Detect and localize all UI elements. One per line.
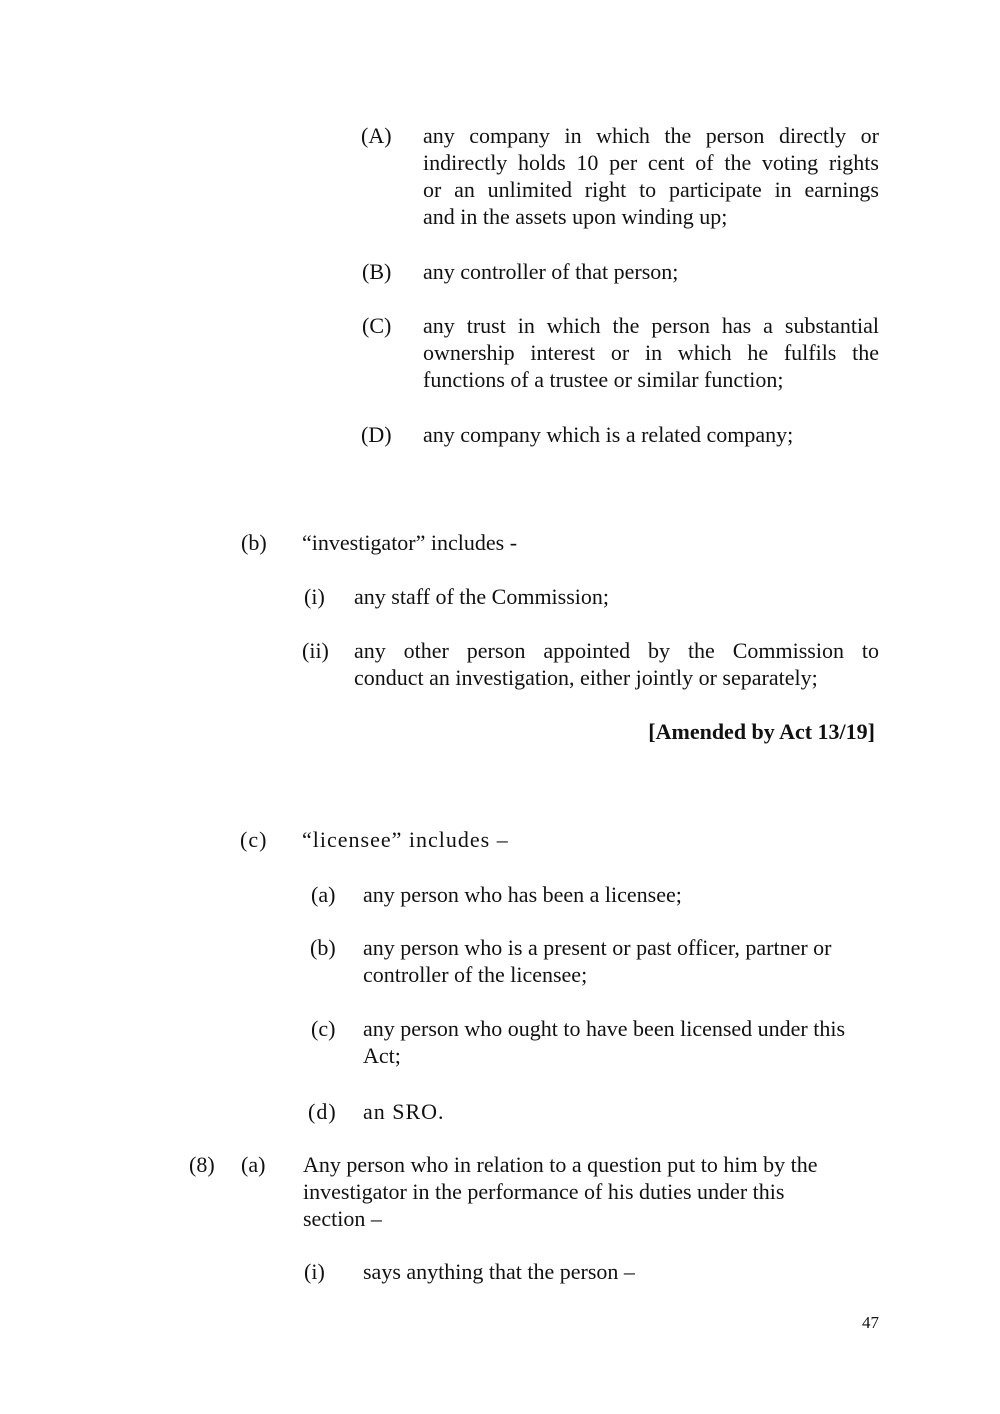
text-line: Any person who in relation to a question put to him by the	[303, 1152, 818, 1177]
text-line: says anything that the person –	[363, 1259, 635, 1284]
definition-heading: “investigator” includes -	[302, 530, 518, 555]
item-text	[423, 421, 879, 448]
text-line: controller of the licensee;	[363, 962, 588, 987]
text-line: any person who is a present or past officer, partner or	[363, 935, 832, 960]
text-line: any staff of the Commission;	[354, 584, 610, 609]
paragraph-label: (a)	[241, 1152, 266, 1177]
text-line: indirectly holds 10 per cent of the voting rights	[423, 150, 879, 175]
text-line: any other person appointed by the Commission to	[354, 638, 879, 663]
item-text	[363, 1015, 879, 1069]
text-line: any controller of that person;	[423, 259, 679, 284]
item-text	[354, 637, 879, 691]
item-text	[363, 934, 879, 988]
paragraph-text	[303, 1151, 879, 1232]
item-label: (a)	[311, 882, 336, 907]
item-label: (B)	[362, 259, 392, 284]
text-line: ownership interest or in which he fulfils the	[423, 340, 879, 365]
item-label: (D)	[361, 422, 392, 447]
text-line: investigator in the performance of his duties under this	[303, 1179, 785, 1204]
item-text	[423, 312, 879, 393]
item-text	[363, 881, 879, 908]
item-label: (d)	[308, 1099, 337, 1124]
text-line: any company which is a related company;	[423, 422, 794, 447]
item-text	[423, 122, 879, 230]
definition-heading: “licensee” includes –	[302, 827, 509, 852]
text-line: or an unlimited right to participate in earnings	[423, 177, 879, 202]
item-text	[363, 1258, 879, 1285]
item-label: (b)	[310, 935, 336, 960]
text-line: Act;	[363, 1043, 401, 1068]
text-line: conduct an investigation, either jointly or separately;	[354, 665, 818, 690]
text-line: and in the assets upon winding up;	[423, 204, 728, 229]
text-line: an SRO.	[363, 1099, 445, 1124]
item-text	[363, 1098, 879, 1125]
subsection-label: (8)	[189, 1152, 215, 1177]
item-label: (ii)	[302, 638, 329, 663]
item-label: (i)	[304, 1259, 325, 1284]
item-label: (C)	[362, 313, 392, 338]
item-label: (c)	[311, 1016, 336, 1041]
amendment-note: [Amended by Act 13/19]	[648, 719, 875, 744]
text-line: functions of a trustee or similar function;	[423, 367, 784, 392]
item-text	[354, 583, 879, 610]
text-line: any person who has been a licensee;	[363, 882, 682, 907]
item-label: (i)	[304, 584, 325, 609]
page-number: 47	[862, 1313, 879, 1332]
text-line: any trust in which the person has a substantial	[423, 313, 879, 338]
text-line: any person who ought to have been licensed under this	[363, 1016, 846, 1041]
item-text	[423, 258, 879, 285]
definition-label: (b)	[241, 530, 267, 555]
text-line: any company in which the person directly or	[423, 123, 879, 148]
definition-label: (c)	[240, 827, 268, 852]
text-line: section –	[303, 1206, 382, 1231]
item-label: (A)	[361, 123, 392, 148]
